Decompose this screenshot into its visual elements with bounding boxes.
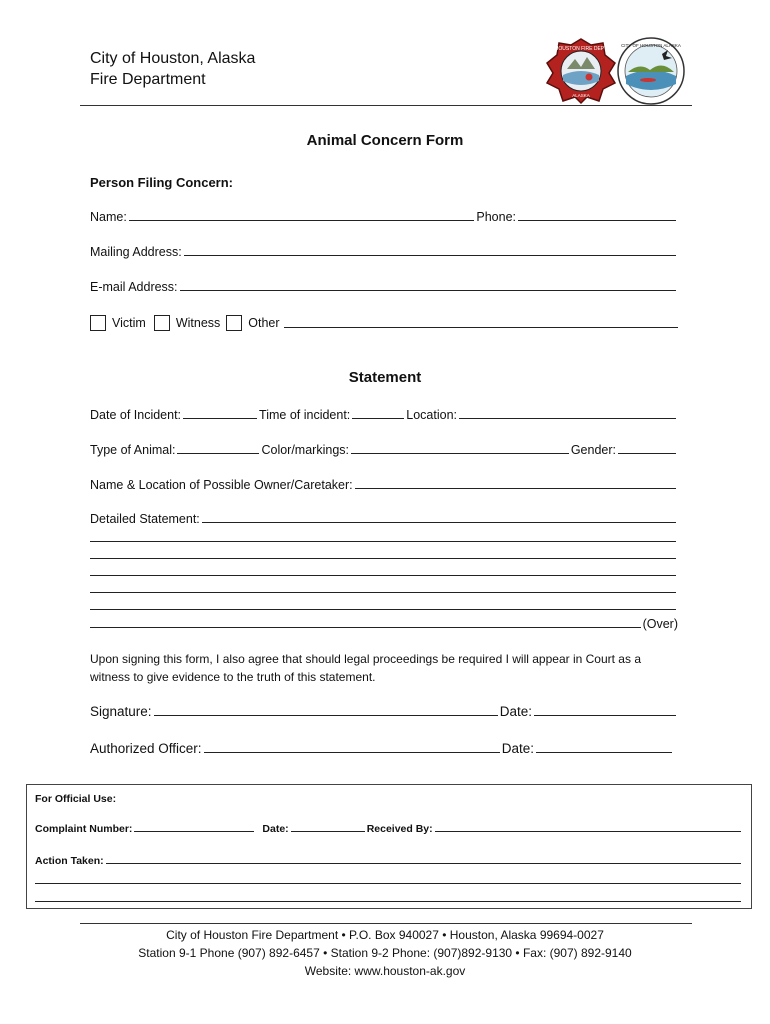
email-address-field[interactable] — [180, 290, 676, 291]
name-label: Name: — [90, 210, 127, 224]
action-line[interactable] — [35, 883, 741, 884]
statement-heading: Statement — [348, 369, 422, 386]
phone-field[interactable] — [518, 220, 676, 221]
detailed-statement-label: Detailed Statement: — [90, 512, 200, 526]
signature-label: Signature: — [90, 704, 152, 719]
footer-address: City of Houston Fire Department • P.O. Box 940027 • Houston, Alaska 99694-0027 — [166, 928, 604, 942]
official-use-box — [26, 784, 752, 909]
statement-line[interactable] — [90, 592, 676, 593]
statement-line[interactable] — [90, 541, 676, 542]
city-seal-text: CITY OF HOUSTON ALASKA — [621, 43, 681, 48]
statement-last-row — [90, 617, 678, 631]
time-of-incident-label: Time of incident: — [259, 408, 351, 422]
date-of-incident-field[interactable] — [183, 418, 257, 419]
city-name: City of Houston, Alaska — [90, 50, 256, 67]
action-row — [35, 855, 743, 867]
role-checkbox-row — [90, 315, 680, 331]
phone-label: Phone: — [476, 210, 516, 224]
letterhead — [90, 48, 255, 90]
authorized-officer-field[interactable] — [204, 752, 500, 753]
official-use-heading: For Official Use: — [35, 793, 117, 805]
victim-label: Victim — [112, 316, 146, 330]
mailing-address-field[interactable] — [184, 255, 676, 256]
animal-row — [90, 443, 678, 457]
signature-date-field[interactable] — [534, 715, 676, 716]
statement-line[interactable] — [90, 609, 676, 610]
statement-line[interactable] — [90, 627, 641, 628]
officer-date-field[interactable] — [536, 752, 672, 753]
other-field[interactable] — [284, 327, 678, 328]
location-label: Location: — [406, 408, 458, 422]
statement-line[interactable] — [90, 558, 676, 559]
received-by-label: Received By: — [366, 823, 433, 835]
name-phone-row — [90, 210, 678, 224]
detailed-statement-field[interactable] — [202, 522, 676, 523]
agreement-paragraph: Upon signing this form, I also agree that should legal proceedings be required I will appear in Court as a witness to give evidence to the truth of this statement. — [90, 652, 641, 684]
city-seal-logo — [616, 36, 686, 106]
fire-department-logo — [545, 37, 617, 105]
other-checkbox[interactable] — [226, 315, 242, 331]
type-of-animal-label: Type of Animal: — [90, 443, 176, 457]
form-title: Animal Concern Form — [306, 132, 464, 149]
fire-logo-text-bottom: ALASKA — [572, 93, 590, 98]
victim-checkbox[interactable] — [90, 315, 106, 331]
owner-field[interactable] — [355, 488, 676, 489]
complaint-number-field[interactable] — [134, 831, 254, 832]
action-taken-field[interactable] — [106, 863, 741, 864]
signature-date-label: Date: — [499, 704, 532, 719]
officer-date-label: Date: — [501, 741, 534, 756]
received-by-field[interactable] — [435, 831, 741, 832]
signature-row — [90, 704, 678, 719]
action-taken-label: Action Taken: — [35, 855, 104, 867]
complaint-number-label: Complaint Number: — [35, 823, 133, 835]
authorized-officer-label: Authorized Officer: — [90, 741, 202, 756]
action-line[interactable] — [35, 901, 741, 902]
witness-label: Witness — [175, 316, 221, 330]
mailing-row — [90, 245, 678, 259]
footer-divider — [80, 923, 692, 924]
witness-checkbox[interactable] — [154, 315, 170, 331]
person-section-heading: Person Filing Concern: — [90, 175, 234, 190]
email-address-label: E-mail Address: — [90, 280, 178, 294]
official-date-field[interactable] — [291, 831, 365, 832]
signature-field[interactable] — [154, 715, 498, 716]
name-field[interactable] — [129, 220, 475, 221]
email-row — [90, 280, 678, 294]
official-date-label: Date: — [262, 823, 289, 835]
location-field[interactable] — [459, 418, 676, 419]
gender-field[interactable] — [618, 453, 676, 454]
footer-phones: Station 9-1 Phone (907) 892-6457 • Station 9-2 Phone: (907)892-9130 • Fax: (907) 892-9140 — [138, 946, 632, 960]
mailing-address-label: Mailing Address: — [90, 245, 182, 259]
header-divider — [80, 105, 692, 106]
date-of-incident-label: Date of Incident: — [90, 408, 182, 422]
gender-label: Gender: — [570, 443, 616, 457]
other-label: Other — [248, 316, 280, 330]
color-markings-label: Color/markings: — [261, 443, 349, 457]
owner-row — [90, 478, 678, 492]
incident-row — [90, 408, 678, 422]
statement-line[interactable] — [90, 575, 676, 576]
footer-website: Website: www.houston-ak.gov — [304, 964, 466, 978]
type-of-animal-field[interactable] — [177, 453, 259, 454]
owner-label: Name & Location of Possible Owner/Caretaker: — [90, 478, 353, 492]
complaint-row — [35, 823, 743, 835]
over-label: (Over) — [642, 617, 678, 631]
fire-logo-text: HOUSTON FIRE DEPT — [554, 46, 608, 52]
time-of-incident-field[interactable] — [352, 418, 404, 419]
detailed-statement-row — [90, 512, 678, 526]
department-name: Fire Department — [90, 71, 206, 88]
color-markings-field[interactable] — [351, 453, 569, 454]
officer-row — [90, 741, 674, 756]
